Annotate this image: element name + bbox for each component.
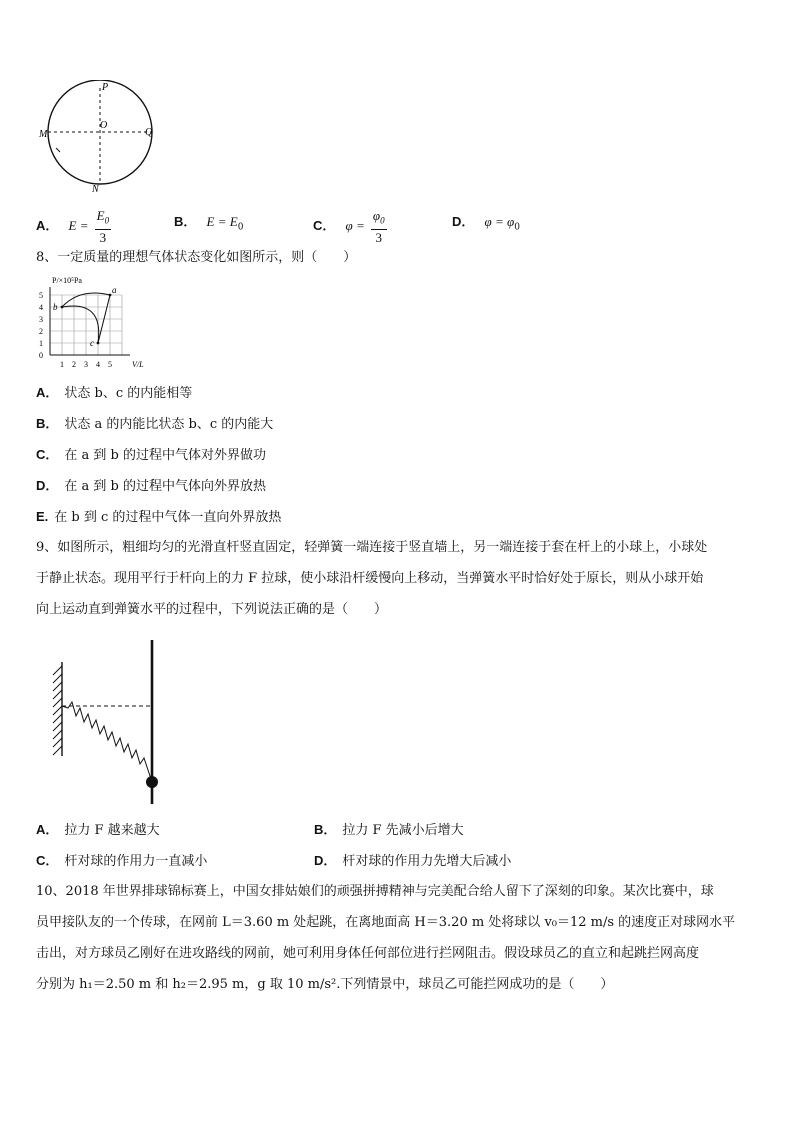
- q9-stem-line-2: 于静止状态。现用平行于杆向上的力 F 拉球，使小球沿杆缓慢向上移动，当弹簧水平时恰好处于原长，则从小球开始: [36, 571, 704, 586]
- q8-option-a-text: 状态 b、c 的内能相等: [64, 386, 193, 401]
- q8-option-b-text: 状态 a 的内能比状态 b、c 的内能大: [64, 417, 274, 432]
- state-label-c: c: [90, 338, 94, 348]
- q8-option-d-text: 在 a 到 b 的过程中气体向外界放热: [64, 479, 266, 494]
- q7-option-a-lhs: E =: [68, 217, 89, 233]
- q9-option-a[interactable]: [36, 821, 160, 840]
- q8-option-e-label: E.: [36, 509, 49, 524]
- pv-chart: [36, 276, 146, 370]
- y-tick-label: 4: [39, 303, 43, 312]
- q8-option-d-label: D．: [36, 478, 59, 493]
- q7-option-a-label: A．: [36, 217, 59, 233]
- q9-option-b-label: B．: [314, 822, 337, 837]
- q9-stem-line-1: 9、如图所示，粗细均匀的光滑直杆竖直固定，轻弹簧一端连接于竖直墙上，另一端连接于套在杆上的小球上，小球处: [36, 540, 708, 555]
- q7-option-b-label: B．: [174, 214, 197, 229]
- q9-option-b-text: 拉力 F 先减小后增大: [342, 823, 464, 838]
- q7-option-c-fraction: $\frac{\varphi_0}{3}$: [372, 208, 385, 245]
- state-point-c: [97, 342, 100, 345]
- tick-mark: [56, 148, 60, 152]
- q8-option-a-label: A．: [36, 385, 59, 400]
- q7-option-d[interactable]: [452, 213, 520, 237]
- q7-option-d-label: D．: [452, 214, 475, 229]
- q8-option-e-text: 在 b 到 c 的过程中气体一直向外界放热: [54, 510, 282, 525]
- label-O: O: [100, 120, 108, 131]
- q8-option-d[interactable]: [36, 477, 266, 496]
- q7-option-c[interactable]: [313, 208, 389, 245]
- q7-option-d-sub: 0: [514, 222, 520, 233]
- y-tick-label: 1: [39, 339, 43, 348]
- state-label-a: a: [112, 285, 117, 295]
- q10-stem-line-4: 分别为 h₁＝2.50 m 和 h₂＝2.95 m，g 取 10 m/s².下列情景中，球员乙可能拦网成功的是（ ）: [36, 977, 614, 992]
- state-point-a: [109, 294, 112, 297]
- q7-option-a-fraction: $\frac{E_0}{3}$: [96, 208, 110, 245]
- q7-option-c-lhs: φ =: [345, 217, 365, 233]
- x-tick-label: 3: [84, 360, 88, 369]
- q7-option-c-label: C．: [313, 217, 336, 233]
- x-tick-label: 1: [60, 360, 64, 369]
- q9-option-a-label: A．: [36, 822, 59, 837]
- x-axis-label: V/L: [132, 360, 144, 369]
- q9-option-b[interactable]: [314, 821, 464, 840]
- state-label-b: b: [53, 302, 58, 312]
- x-tick-label: 4: [96, 360, 100, 369]
- q9-stem-line-3: 向上运动直到弹簧水平的过程中，下列说法正确的是（ ）: [36, 602, 388, 617]
- state-point-b: [61, 306, 64, 309]
- q7-option-d-lhs: φ = φ: [484, 214, 515, 229]
- q7-option-b-sub: 0: [237, 222, 244, 233]
- q8-option-a[interactable]: [36, 384, 192, 403]
- circle-figure: [36, 80, 166, 195]
- y-tick-label: 3: [39, 315, 43, 324]
- label-M: M: [39, 129, 48, 140]
- y-axis-label: P/×10⁵Pa: [52, 276, 82, 285]
- q8-option-c[interactable]: [36, 446, 266, 465]
- q9-option-d-label: D．: [314, 853, 337, 868]
- q10-stem-line-3: 击出，对方球员乙刚好在进攻路线的网前，她可利用身体任何部位进行拦网阻击。假设球员乙的直立和起跳拦网高度: [36, 946, 700, 961]
- y-tick-label: 2: [39, 327, 43, 336]
- label-Q: Q: [145, 127, 153, 138]
- q7-option-b[interactable]: [174, 213, 243, 237]
- q8-option-c-text: 在 a 到 b 的过程中气体对外界做功: [64, 448, 266, 463]
- q8-option-e[interactable]: [36, 508, 281, 527]
- label-N: N: [92, 184, 99, 195]
- q9-option-d-text: 杆对球的作用力先增大后减小: [342, 854, 512, 869]
- q9-option-d[interactable]: [314, 852, 511, 871]
- q8-option-b-label: B．: [36, 416, 59, 431]
- q10-stem-line-1: 10、2018 年世界排球锦标赛上，中国女排姑娘们的顽强拼搏精神与完美配合给人留下了深刻的印象。某次比赛中，球: [36, 884, 714, 899]
- ball: [146, 776, 158, 788]
- wall-hatching: [53, 666, 62, 755]
- spring: [62, 702, 152, 782]
- q8-option-c-label: C．: [36, 447, 59, 462]
- y-tick-label: 5: [39, 291, 43, 300]
- label-P: P: [102, 82, 109, 93]
- q7-option-b-lhs: E = E: [206, 214, 238, 229]
- x-tick-label: 2: [72, 360, 76, 369]
- y-tick-label: 0: [39, 351, 43, 360]
- q8-stem: 8、一定质量的理想气体状态变化如图所示，则（ ）: [36, 250, 357, 265]
- x-tick-label: 5: [108, 360, 112, 369]
- q9-option-c-text: 杆对球的作用力一直减小: [64, 854, 208, 869]
- spring-rod-figure: [48, 636, 164, 808]
- q7-option-a[interactable]: [36, 208, 113, 245]
- q9-option-a-text: 拉力 F 越来越大: [64, 823, 160, 838]
- q9-option-c-label: C．: [36, 853, 59, 868]
- q9-option-c[interactable]: [36, 852, 207, 871]
- q8-option-b[interactable]: [36, 415, 273, 434]
- q10-stem-line-2: 员甲接队友的一个传球，在网前 L＝3.60 m 处起跳，在离地面高 H＝3.20 m 处将球以 v₀＝12 m/s 的速度正对球网水平: [36, 915, 736, 930]
